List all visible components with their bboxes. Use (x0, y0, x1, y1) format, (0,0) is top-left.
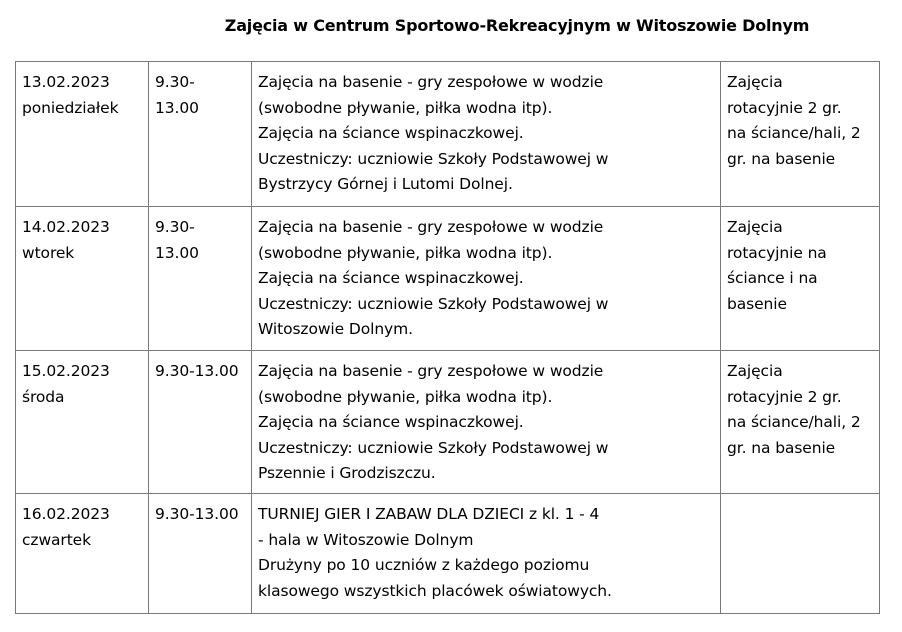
note-cell (721, 207, 880, 351)
page-title: Zajęcia w Centrum Sportowo-Rekreacyjnym w Witoszowie Dolnym (224, 16, 810, 35)
date-text: 14.02.2023 (22, 218, 110, 236)
time-cell (149, 494, 252, 614)
description-line: Drużyny po 10 uczniów z każdego poziomu (258, 556, 590, 574)
table-row (16, 207, 880, 351)
description-line: Uczestniczy: uczniowie Szkoły Podstawowej w (258, 438, 609, 457)
note-line: Zajęcia (727, 218, 783, 236)
description-line: Zajęcia na ściance wspinaczkowej. (258, 124, 524, 142)
note-line: rotacyjnie na (727, 243, 827, 262)
description-line: (swobodne pływanie, piłka wodna itp). (258, 98, 553, 117)
description-cell (252, 351, 721, 494)
time-cell (149, 62, 252, 207)
description-line: - hala w Witoszowie Dolnym (258, 530, 474, 549)
description-line: Zajęcia na basenie - gry zespołowe w wodzie (258, 362, 604, 380)
note-line: na ściance/hali, 2 (727, 413, 861, 431)
description-line: Zajęcia na basenie - gry zespołowe w wodzie (258, 73, 604, 91)
note-line: gr. na basenie (727, 438, 836, 457)
date-text: 13.02.2023 (22, 73, 110, 91)
day-text: środa (22, 387, 65, 406)
note-line: Zajęcia (727, 362, 783, 380)
time-cell (149, 207, 252, 351)
time-cell (149, 351, 252, 494)
schedule-table (15, 61, 880, 614)
description-cell (252, 207, 721, 351)
note-line: gr. na basenie (727, 149, 836, 168)
note-cell (721, 62, 880, 207)
description-cell (252, 494, 721, 614)
description-line: Witoszowie Dolnym. (258, 320, 413, 338)
note-line: basenie (727, 294, 787, 313)
time-text: 9.30- (155, 218, 195, 236)
description-line: Bystrzycy Górnej i Lutomi Dolnej. (258, 175, 513, 193)
description-line: Pszennie i Grodziszczu. (258, 464, 436, 482)
date-text: 15.02.2023 (22, 362, 110, 380)
date-cell (16, 62, 149, 207)
time-text: 9.30-13.00 (155, 362, 239, 380)
day-text: poniedziałek (22, 98, 119, 117)
note-cell (721, 351, 880, 494)
description-line: TURNIEJ GIER I ZABAW DLA DZIECI z kl. 1 - 4 (258, 505, 600, 523)
note-cell (721, 494, 880, 614)
description-line: Zajęcia na ściance wspinaczkowej. (258, 413, 524, 431)
date-cell (16, 207, 149, 351)
note-line: Zajęcia (727, 73, 783, 91)
date-cell (16, 494, 149, 614)
description-line: Uczestniczy: uczniowie Szkoły Podstawowej w (258, 149, 609, 168)
description-cell (252, 62, 721, 207)
description-line: Zajęcia na basenie - gry zespołowe w wodzie (258, 218, 604, 236)
time-text: 13.00 (155, 98, 199, 117)
description-line: Uczestniczy: uczniowie Szkoły Podstawowej w (258, 294, 609, 313)
description-line: (swobodne pływanie, piłka wodna itp). (258, 387, 553, 406)
table-row (16, 494, 880, 614)
table-row (16, 351, 880, 494)
note-line: rotacyjnie 2 gr. (727, 387, 842, 406)
day-text: czwartek (22, 530, 91, 549)
table-row (16, 62, 880, 207)
date-text: 16.02.2023 (22, 505, 110, 523)
note-line: ściance i na (727, 269, 818, 287)
time-text: 13.00 (155, 243, 199, 262)
description-line: Zajęcia na ściance wspinaczkowej. (258, 269, 524, 287)
description-line: (swobodne pływanie, piłka wodna itp). (258, 243, 553, 262)
time-text: 9.30- (155, 73, 195, 91)
note-line: rotacyjnie 2 gr. (727, 98, 842, 117)
time-text: 9.30-13.00 (155, 505, 239, 523)
date-cell (16, 351, 149, 494)
note-line: na ściance/hali, 2 (727, 124, 861, 142)
description-line: klasowego wszystkich placówek oświatowych. (258, 581, 612, 600)
day-text: wtorek (22, 243, 75, 262)
